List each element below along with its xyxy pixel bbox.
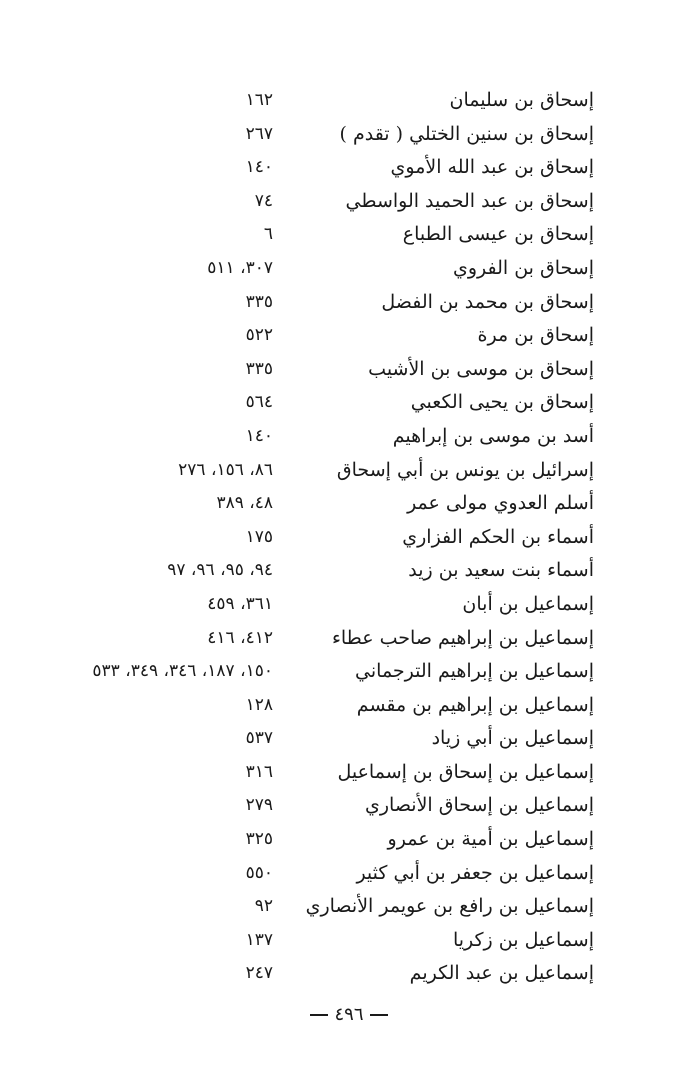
entry-name: إسماعيل بن أمية بن عمرو: [387, 828, 594, 851]
entry-name: إسماعيل بن إسحاق الأنصاري: [364, 794, 594, 817]
entry-page-numbers: ٥٢٢: [245, 325, 273, 346]
entry-name: إسحاق بن مرة: [477, 324, 594, 347]
entry-name: إسحاق بن يحيى الكعبي: [410, 391, 594, 414]
entry-name: أسماء بن الحكم الفزاري: [402, 525, 594, 548]
entry-page-numbers: ٨٦، ١٥٦، ٢٧٦: [178, 459, 273, 480]
entry-name: إسحاق بن عيسى الطباع: [402, 223, 594, 246]
entry-page-numbers: ٤١٢، ٤١٦: [207, 627, 273, 648]
index-entry: [0, 118, 698, 152]
entry-page-numbers: ٥٣٧: [245, 728, 273, 749]
index-entry: [0, 420, 698, 454]
entry-name: إسحاق بن موسى بن الأشيب: [368, 357, 594, 380]
entry-page-numbers: ٣٠٧، ٥١١: [207, 257, 273, 278]
index-entry: [0, 218, 698, 252]
index-entry: [0, 622, 698, 656]
entry-page-numbers: ٦: [263, 224, 273, 245]
entry-page-numbers: ٢٧٩: [245, 795, 273, 816]
entry-name: إسحاق بن محمد بن الفضل: [381, 290, 594, 313]
page-number-footer: [0, 1004, 698, 1025]
index-entry: [0, 722, 698, 756]
entry-name: إسماعيل بن إسحاق بن إسماعيل: [337, 760, 594, 783]
entry-name: إسحاق بن الفروي: [452, 256, 594, 279]
entry-page-numbers: ٥٥٠: [245, 862, 273, 883]
entry-page-numbers: ١٦٢: [245, 90, 273, 110]
page-number: ٤٩٦: [334, 1004, 364, 1025]
entry-name: إسحاق بن سنين الختلي ( تقدم ): [339, 122, 594, 145]
index-entry: [0, 286, 698, 320]
index-entry: [0, 252, 698, 286]
entry-name: إسماعيل بن زكريا: [452, 928, 594, 951]
entry-page-numbers: ١٤٠: [245, 157, 273, 178]
dash-right: [310, 1014, 328, 1016]
entry-name: أسلم العدوي مولى عمر: [407, 492, 594, 515]
entry-page-numbers: ١٧٥: [245, 526, 273, 547]
entry-name: إسحاق بن سليمان: [449, 89, 594, 111]
index-entry: [0, 655, 698, 689]
entry-page-numbers: ٣٣٥: [245, 291, 273, 312]
entry-page-numbers: ١٥٠، ١٨٧، ٣٤٦، ٣٤٩، ٥٣٣: [92, 661, 273, 682]
entry-page-numbers: ١٣٧: [245, 929, 273, 950]
entry-name: أسماء بنت سعيد بن زيد: [408, 559, 594, 582]
entry-page-numbers: ١٤٠: [245, 425, 273, 446]
index-entry: [0, 957, 698, 991]
entry-name: إسرائيل بن يونس بن أبي إسحاق: [336, 458, 594, 481]
entry-page-numbers: ٥٦٤: [245, 392, 273, 413]
entry-page-numbers: ٣٢٥: [245, 829, 273, 850]
entry-page-numbers: ٣١٦: [245, 761, 273, 782]
index-entry: [0, 353, 698, 387]
entry-name: أسد بن موسى بن إبراهيم: [392, 424, 594, 447]
entry-page-numbers: ٧٤: [254, 190, 273, 211]
entry-page-numbers: ٢٦٧: [245, 123, 273, 144]
entry-page-numbers: ٢٤٧: [245, 963, 273, 984]
entry-name: إسماعيل بن أبي زياد: [431, 727, 594, 750]
entry-page-numbers: ٣٦١، ٤٥٩: [207, 593, 273, 614]
entry-name: إسحاق بن عبد الحميد الواسطي: [345, 189, 594, 212]
index-entry: [0, 689, 698, 723]
index-entry: [0, 151, 698, 185]
entry-page-numbers: ١٢٨: [245, 694, 273, 715]
index-entry: [0, 588, 698, 622]
index-entry: [0, 386, 698, 420]
entry-page-numbers: ٩٢: [254, 896, 273, 917]
index-entry: [0, 454, 698, 488]
index-list: [0, 84, 698, 991]
index-entry: [0, 924, 698, 958]
index-entry: [0, 319, 698, 353]
index-entry: [0, 487, 698, 521]
index-entry: [0, 857, 698, 891]
dash-left: [370, 1014, 388, 1016]
entry-name: إسماعيل بن أبان: [462, 592, 594, 615]
entry-page-numbers: ٩٤، ٩٥، ٩٦، ٩٧: [167, 560, 273, 581]
entry-page-numbers: ٤٨، ٣٨٩: [216, 493, 273, 514]
index-entry: [0, 84, 698, 118]
index-entry: [0, 756, 698, 790]
index-entry: [0, 521, 698, 555]
entry-name: إسماعيل بن إبراهيم صاحب عطاء: [331, 626, 594, 649]
index-entry: [0, 185, 698, 219]
entry-name: إسماعيل بن عبد الكريم: [409, 962, 594, 985]
index-entry: [0, 789, 698, 823]
entry-name: إسماعيل بن جعفر بن أبي كثير: [356, 861, 594, 884]
index-entry: [0, 823, 698, 857]
index-entry: [0, 554, 698, 588]
entry-name: إسماعيل بن إبراهيم الترجماني: [355, 660, 594, 683]
entry-name: إسحاق بن عبد الله الأموي: [390, 156, 594, 179]
index-entry: [0, 890, 698, 924]
entry-page-numbers: ٣٣٥: [245, 358, 273, 379]
entry-name: إسماعيل بن رافع بن عويمر الأنصاري: [305, 895, 594, 918]
entry-name: إسماعيل بن إبراهيم بن مقسم: [356, 693, 594, 716]
